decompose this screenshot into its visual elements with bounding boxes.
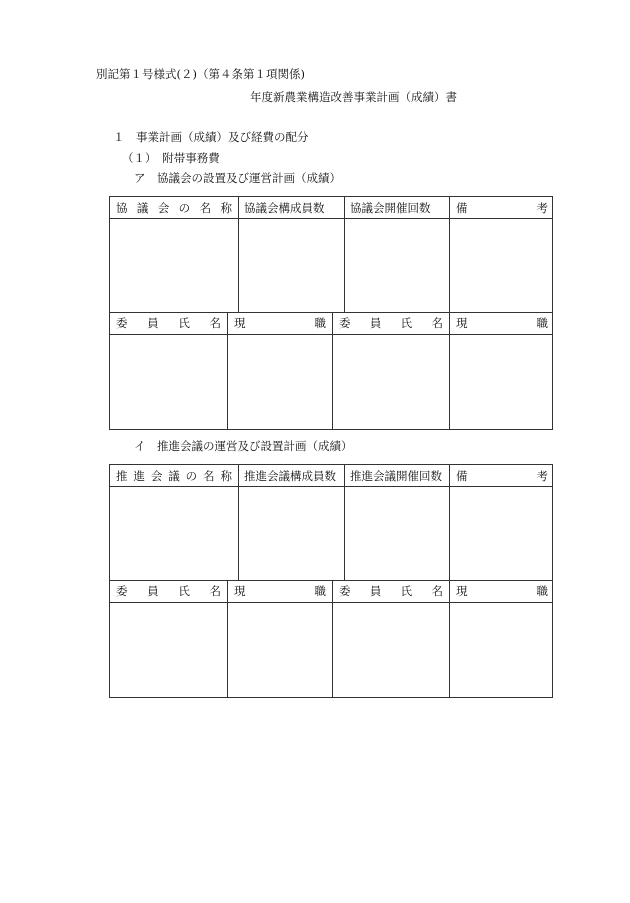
- header-label: 委 員 氏 名: [339, 316, 443, 330]
- header-label: 協 議 会 の 名 称: [116, 201, 232, 215]
- member-header-row: [109, 313, 553, 335]
- member-name-cell-2: [332, 603, 449, 697]
- header-label: 備 考: [456, 469, 548, 483]
- member-name-header: [110, 313, 227, 334]
- promotion-table: [109, 464, 553, 698]
- council-members-count-cell: [238, 219, 344, 312]
- council-meetings-count-header: 協議会開催回数: [344, 197, 449, 218]
- promotion-name-cell: [110, 487, 238, 580]
- council-meetings-count-cell: [344, 219, 449, 312]
- promotion-members-count-header: 推進会議構成員数: [238, 465, 344, 486]
- member-header-row: [109, 581, 553, 603]
- promotion-meetings-count-header: 推進会議開催回数: [344, 465, 449, 486]
- header-label: 委 員 氏 名: [116, 316, 221, 330]
- current-position-header: [227, 581, 332, 602]
- header-label: 現 職: [234, 584, 326, 598]
- item-a-heading: ア 協議会の設置及び運営計画（成績）: [134, 171, 341, 185]
- form-id: 別記第１号様式(２)（第４条第１項関係): [96, 67, 305, 81]
- current-position-header-2: [449, 313, 554, 334]
- promotion-name-header: [110, 465, 238, 486]
- promotion-body-row: [109, 487, 553, 581]
- document-title: 年度新農業構造改善事業計画（成績）書: [250, 90, 457, 104]
- current-position-cell-2: [449, 335, 554, 429]
- current-position-cell: [227, 335, 332, 429]
- member-body-row: [109, 335, 553, 430]
- header-label: 現 職: [234, 316, 326, 330]
- council-members-count-header: 協議会構成員数: [238, 197, 344, 218]
- remarks-cell: [449, 219, 554, 312]
- remarks-cell: [449, 487, 554, 580]
- member-name-cell: [110, 603, 227, 697]
- promotion-header-row: [109, 464, 553, 487]
- header-label: 現 職: [456, 316, 548, 330]
- current-position-header-2: [449, 581, 554, 602]
- council-body-row: [109, 219, 553, 313]
- promotion-members-count-cell: [238, 487, 344, 580]
- council-name-cell: [110, 219, 238, 312]
- section-heading: １ 事業計画（成績）及び経費の配分: [113, 130, 309, 144]
- current-position-header: [227, 313, 332, 334]
- remarks-header: [449, 465, 554, 486]
- item-i-heading: イ 推進会議の運営及び設置計画（成績）: [134, 439, 353, 453]
- current-position-cell-2: [449, 603, 554, 697]
- remarks-header: [449, 197, 554, 218]
- council-table: [109, 196, 553, 430]
- member-name-header: [110, 581, 227, 602]
- current-position-cell: [227, 603, 332, 697]
- council-header-row: [109, 196, 553, 219]
- header-label: 委 員 氏 名: [339, 584, 443, 598]
- member-name-cell: [110, 335, 227, 429]
- header-label: 推 進 会 議 の 名 称: [116, 469, 232, 483]
- council-name-header: [110, 197, 238, 218]
- subsection-heading: （１） 附帯事務費: [122, 151, 220, 165]
- promotion-meetings-count-cell: [344, 487, 449, 580]
- member-name-cell-2: [332, 335, 449, 429]
- member-name-header-2: [332, 313, 449, 334]
- header-label: 備 考: [456, 201, 548, 215]
- member-body-row: [109, 603, 553, 698]
- header-label: 委 員 氏 名: [116, 584, 221, 598]
- member-name-header-2: [332, 581, 449, 602]
- header-label: 現 職: [456, 584, 548, 598]
